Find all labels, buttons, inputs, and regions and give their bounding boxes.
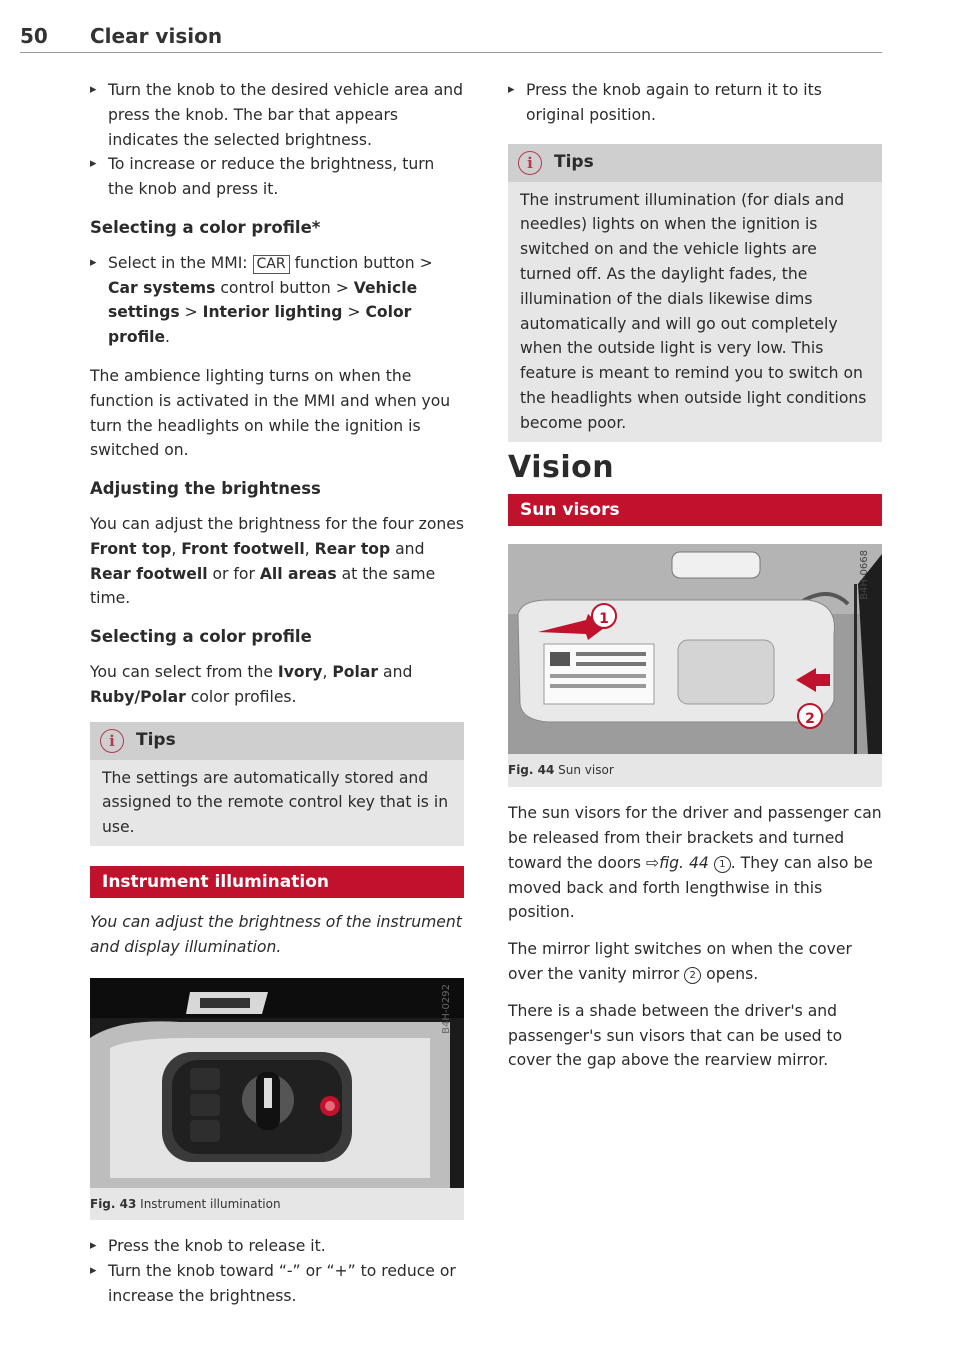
heading-vision: Vision xyxy=(508,449,615,485)
tips-text: The settings are automatically stored and assigned to the remote control key that is in use. xyxy=(102,768,449,837)
shade-paragraph: There is a shade between the driver's and passenger's sun visors that can be used to cover the gap above the rearview mirror. xyxy=(508,1001,843,1070)
left-column xyxy=(90,78,464,1309)
callout-ref-2: 2 xyxy=(684,967,701,984)
mirror-light-paragraph: The mirror light switches on when the cover over the vanity mirror 2 opens. xyxy=(508,940,852,983)
info-icon: i xyxy=(100,729,124,753)
sun-visor-image xyxy=(508,544,882,754)
bullet-press-knob-release: ▸ Press the knob to release it. xyxy=(90,1234,464,1259)
instrument-illumination-image xyxy=(90,978,464,1188)
figure-43-code: B4H-0292 xyxy=(441,983,453,1034)
light-switch-illustration xyxy=(90,978,464,1188)
color-profile-paragraph: You can select from the Ivory, Polar and Ruby/Polar color profiles. xyxy=(90,662,413,706)
page-number: 50 xyxy=(20,24,48,48)
heading-color-profile-star: Selecting a color profile* xyxy=(90,217,321,237)
page-header xyxy=(20,24,882,53)
tips-box xyxy=(90,722,464,846)
info-icon: i xyxy=(518,151,542,175)
adjust-paragraph: You can adjust the brightness for the four zones Front top, Front footwell, Rear top and Rear footwell or for All areas at the same time. xyxy=(90,514,464,608)
bullet-turn-knob-minus-plus: ▸ Turn the knob toward “-” or “+” to reduce or increase the brightness. xyxy=(90,1259,464,1309)
figure-43 xyxy=(90,978,464,1221)
tips-box-right xyxy=(508,144,882,442)
instrument-intro: You can adjust the brightness of the instrument and display illumination. xyxy=(90,912,462,956)
tips-header xyxy=(90,722,464,760)
tips-text-right: The instrument illumination (for dials and needles) lights on when the ignition is switched on and the vehicle lights are turned off. As the daylight fades, the illumination of the dials likewise dims automatically and will go out completely when the outside light is very low. This feature is meant to remind you to switch on the headlights when outside light conditions become poor. xyxy=(520,190,867,432)
right-column xyxy=(508,78,882,1085)
heading-adjust-brightness: Adjusting the brightness xyxy=(90,479,321,499)
tips-header-right xyxy=(508,144,882,182)
section-title: Clear vision xyxy=(90,24,223,48)
figure-44 xyxy=(508,544,882,787)
bullet-press-knob-return: ▸ Press the knob again to return it to its original position. xyxy=(508,78,882,128)
bullet-select-mmi: ▸ Select in the MMI: CAR function button > Car systems control button > Vehicle settings > Interior lighting > Color profile. xyxy=(90,251,464,350)
heading-sun-visors: Sun visors xyxy=(508,494,882,526)
sun-visor-illustration xyxy=(508,544,882,754)
bullet-increase-brightness: ▸ To increase or reduce the brightness, turn the knob and press it. xyxy=(90,152,464,202)
tips-label: Tips xyxy=(136,730,176,751)
callout-1: 1 xyxy=(599,611,609,628)
heading-color-profile: Selecting a color profile xyxy=(90,627,312,647)
heading-instrument-illumination: Instrument illumination xyxy=(90,866,464,898)
figure-44-code: B4H-0668 xyxy=(859,550,871,601)
sun-visor-paragraph: The sun visors for the driver and passenger can be released from their brackets and turned toward the doors ⇨fig. 44 1 . They can also be moved back and forth lengthwise in this position. xyxy=(508,804,882,922)
callout-2: 2 xyxy=(805,711,815,728)
bullet-turn-knob-area: ▸ Turn the knob to the desired vehicle area and press the knob. The bar that appears indicates the selected brightness. xyxy=(90,78,464,152)
ambience-paragraph: The ambience lighting turns on when the function is activated in the MMI and when you turn the headlights on while the ignition is switched on. xyxy=(90,366,451,460)
figure-43-caption: Fig. 43 Instrument illumination xyxy=(90,1196,281,1211)
figure-44-caption: Fig. 44 Sun visor xyxy=(508,763,614,778)
tips-label: Tips xyxy=(554,152,594,173)
callout-ref-1: 1 xyxy=(714,856,731,873)
car-key: CAR xyxy=(253,255,290,274)
